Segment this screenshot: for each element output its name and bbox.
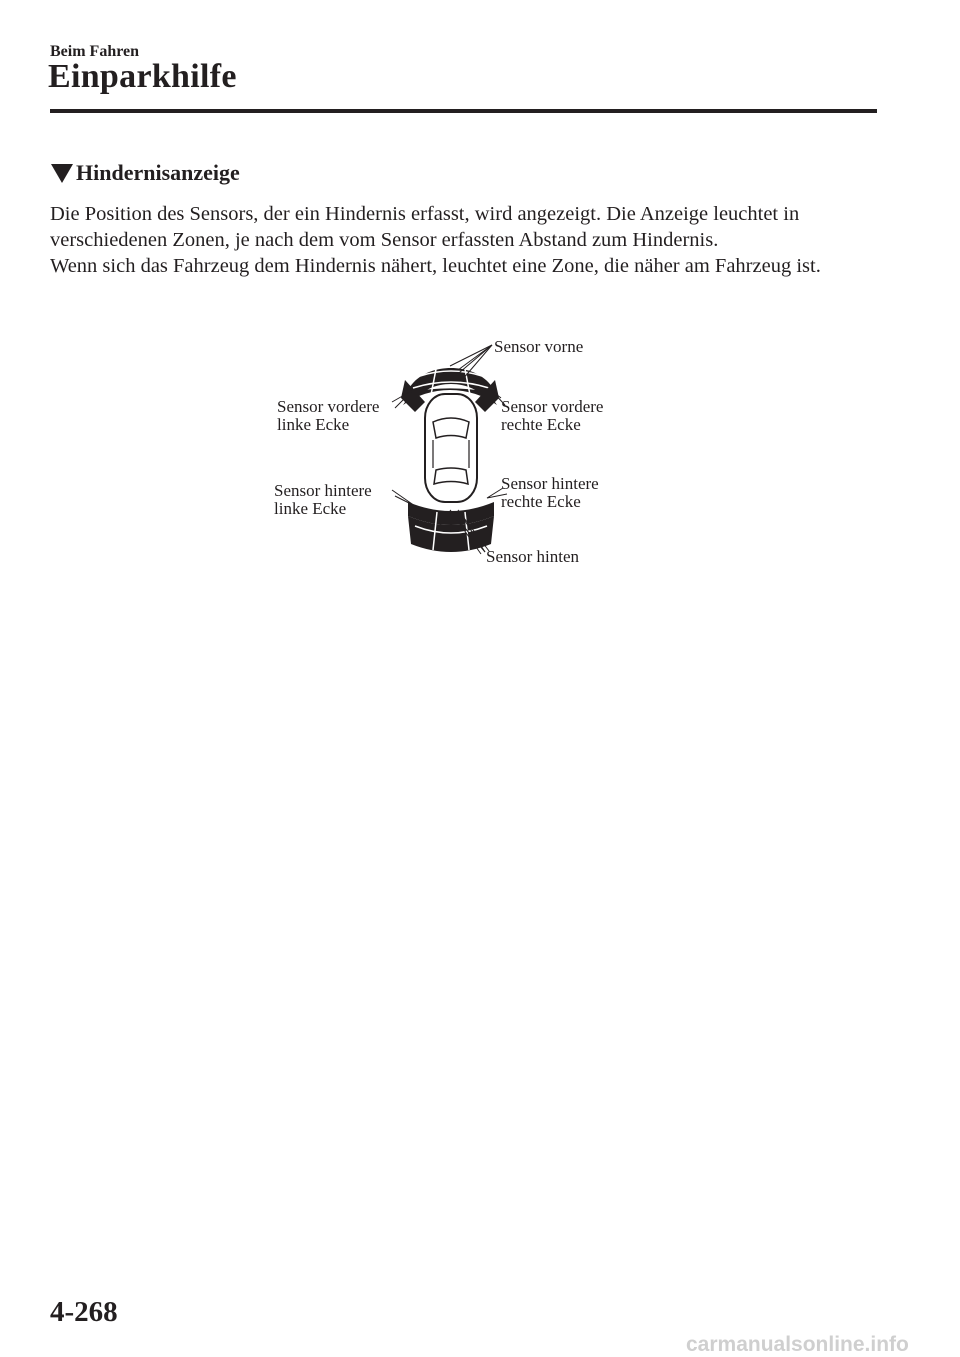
label-sensor-rear: Sensor hinten	[486, 547, 580, 566]
label-sensor-front: Sensor vorne	[494, 337, 584, 356]
paragraph-1: Die Position des Sensors, der ein Hindernis erfasst, wird angezeigt. Die Anzeige leuchtet in verschiedenen Zonen, je nach dem vom Sensor erfassten Abstand zum Hindernis.	[50, 203, 800, 251]
car-sensor-illustration	[265, 330, 645, 580]
label-sensor-rear-right: Sensor hintere rechte Ecke	[501, 474, 599, 511]
label-sensor-front-right: Sensor vordere rechte Ecke	[501, 397, 604, 434]
header-rule	[50, 109, 877, 113]
label-sensor-rear-left: Sensor hintere linke Ecke	[274, 481, 372, 518]
paragraph-2: Wenn sich das Fahrzeug dem Hindernis nähert, leuchtet eine Zone, die näher am Fahrzeug ist.	[50, 255, 821, 277]
section-title: Einparkhilfe	[48, 58, 237, 95]
page-number: 4-268	[50, 1296, 118, 1328]
body-text	[50, 201, 880, 279]
chapter-label: Beim Fahren	[50, 43, 140, 60]
label-sensor-front-left: Sensor vordere linke Ecke	[277, 397, 380, 434]
subsection-heading	[50, 160, 240, 186]
down-triangle-icon	[50, 162, 74, 184]
sensor-diagram	[265, 330, 645, 580]
watermark: carmanualsonline.info	[686, 1333, 909, 1356]
subsection-title: Hindernisanzeige	[76, 160, 240, 185]
